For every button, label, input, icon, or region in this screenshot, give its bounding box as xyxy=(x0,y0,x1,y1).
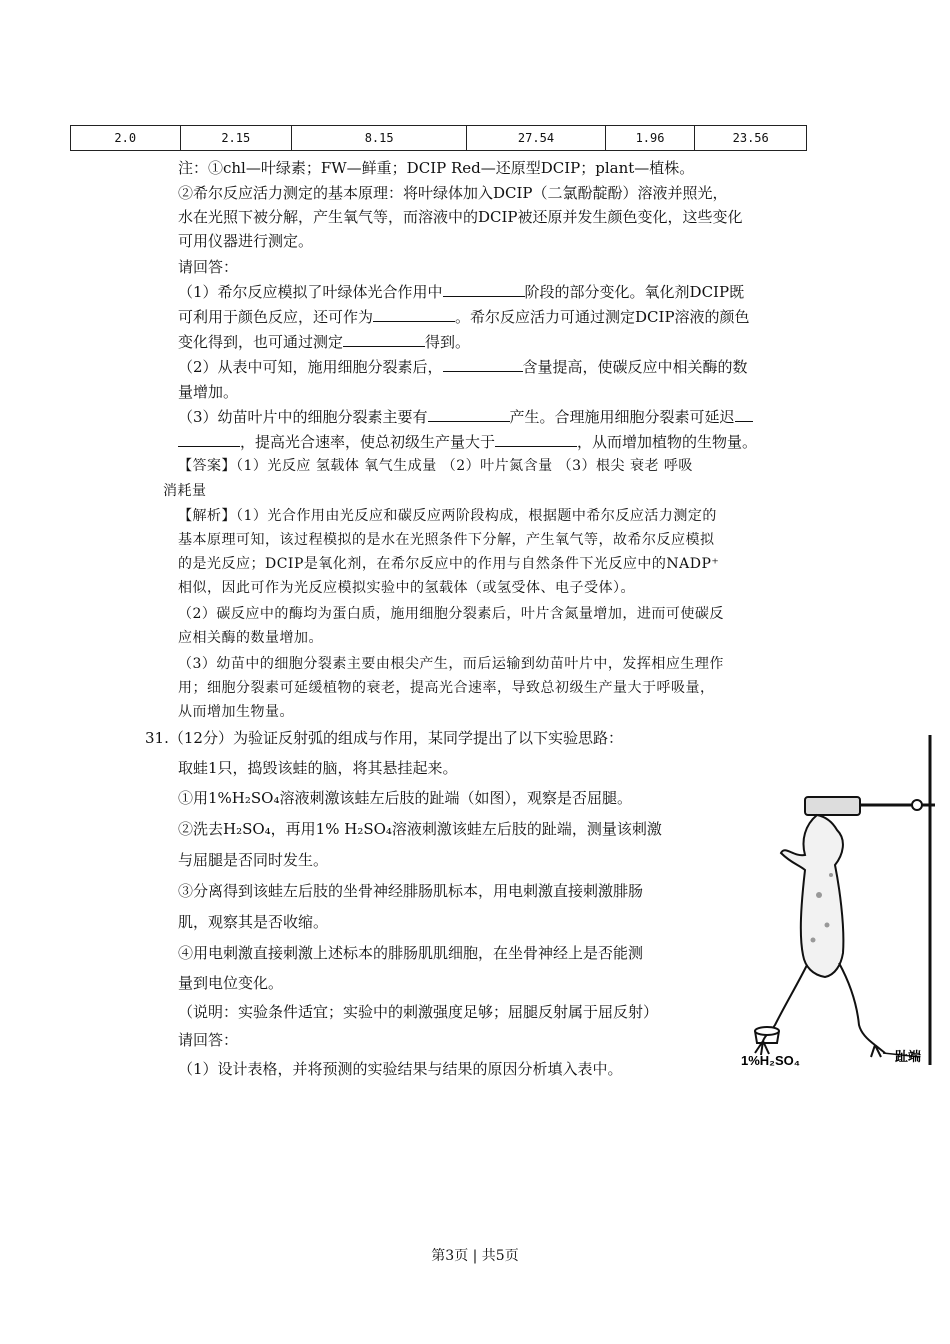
q31-line: （1）设计表格，并将预测的实验结果与结果的原因分析填入表中。 xyxy=(178,1060,623,1078)
q2-text: （2）从表中可知，施用细胞分裂素后， xyxy=(178,358,443,376)
q1-text: 可利用于颜色反应，还可作为 xyxy=(178,308,374,326)
answer-blank[interactable] xyxy=(443,282,525,297)
note-2-line: ②希尔反应活力测定的基本原理：将叶绿体加入DCIP（二氯酚靛酚）溶液并照光， xyxy=(178,184,728,202)
q1-text: 得到。 xyxy=(425,333,471,351)
note-2-line: 可用仪器进行测定。 xyxy=(178,232,314,250)
question-1-line xyxy=(178,281,744,303)
q31-line: ③分离得到该蛙左后肢的坐骨神经腓肠肌标本，用电刺激直接刺激腓肠 xyxy=(178,882,644,900)
q31-line: 肌，观察其是否收缩。 xyxy=(178,913,329,931)
answer-blank[interactable] xyxy=(373,307,455,322)
answer-line: 【答案】（1）光反应 氢载体 氧气生成量 （2）叶片氮含量 （3）根尖 衰老 呼吸 xyxy=(178,458,693,474)
question-3-line xyxy=(178,431,757,453)
q3-text: ，从而增加植物的生物量。 xyxy=(577,433,758,451)
note-2-line: 水在光照下被分解，产生氧气等，而溶液中的DCIP被还原并发生颜色变化，这些变化 xyxy=(178,208,743,226)
analysis-line: 【解析】（1）光合作用由光反应和碳反应两阶段构成，根据题中希尔反应活力测定的 xyxy=(178,508,717,524)
table-cell: 2.15 xyxy=(180,126,292,151)
analysis-line: 从而增加生物量。 xyxy=(178,704,294,720)
page-footer: 第3页 | 共5页 xyxy=(431,1248,519,1264)
question-2-line xyxy=(178,356,748,378)
table-cell: 27.54 xyxy=(467,126,605,151)
q3-text: （3）幼苗叶片中的细胞分裂素主要有 xyxy=(178,408,428,426)
table-cell: 23.56 xyxy=(695,126,807,151)
q1-text: 。希尔反应活力可通过测定DCIP溶液的颜色 xyxy=(455,308,750,326)
q31-line: （说明：实验条件适宜；实验中的刺激强度足够；屈腿反射属于屈反射） xyxy=(178,1003,659,1021)
note-1: 注：①chl—叶绿素；FW—鲜重；DCIP Red—还原型DCIP；plant—植株。 xyxy=(178,159,695,177)
frog-illustration xyxy=(735,735,935,1070)
analysis-line: 基本原理可知，该过程模拟的是水在光照条件下分解，产生氧气等，故希尔反应模拟 xyxy=(178,532,715,548)
prompt: 请回答： xyxy=(178,258,239,276)
question-1-line xyxy=(178,306,750,328)
q31-line: ②洗去H₂SO₄，再用1% H₂SO₄溶液刺激该蛙左后肢的趾端，测量该刺激 xyxy=(178,820,662,838)
toe-label: 趾端 xyxy=(895,1049,922,1064)
q3-text: 产生。合理施用细胞分裂素可延迟 xyxy=(509,408,735,426)
q1-text: 变化得到，也可通过测定 xyxy=(178,333,344,351)
q31-line: ①用1%H₂SO₄溶液刺激该蛙左后肢的趾端（如图），观察是否屈腿。 xyxy=(178,789,632,807)
analysis-line: 用；细胞分裂素可延缓植物的衰老，提高光合速率，导致总初级生产量大于呼吸量， xyxy=(178,680,715,696)
table-cell: 1.96 xyxy=(605,126,695,151)
analysis-line: 应相关酶的数量增加。 xyxy=(178,630,323,646)
table-cell: 2.0 xyxy=(71,126,181,151)
analysis-line: 的是光反应；DCIP是氧化剂，在希尔反应中的作用与自然条件下光反应中的NADP⁺ xyxy=(178,556,720,572)
question-2-line: 量增加。 xyxy=(178,383,239,401)
table-cell: 8.15 xyxy=(292,126,467,151)
answer-blank[interactable] xyxy=(343,332,425,347)
answer-blank[interactable] xyxy=(428,407,510,422)
q31-line: 量到电位变化。 xyxy=(178,974,284,992)
q31-line: 请回答： xyxy=(178,1031,239,1049)
answer-blank[interactable] xyxy=(735,407,753,422)
q1-text: 阶段的部分变化。氧化剂DCIP既 xyxy=(524,283,745,301)
data-table-row xyxy=(70,125,807,151)
frog-figure xyxy=(735,735,935,1070)
q3-text: ，提高光合速率，使总初级生产量大于 xyxy=(240,433,496,451)
analysis-line: （2）碳反应中的酶均为蛋白质，施用细胞分裂素后，叶片含氮量增加，进而可使碳反 xyxy=(178,606,724,622)
acid-label: 1%H₂SO₄ xyxy=(741,1053,800,1068)
q31-line: ④用电刺激直接刺激上述标本的腓肠肌肌细胞，在坐骨神经上是否能测 xyxy=(178,944,644,962)
q31-line: 取蛙1只，捣毁该蛙的脑，将其悬挂起来。 xyxy=(178,759,458,777)
q2-text: 含量提高，使碳反应中相关酶的数 xyxy=(522,358,748,376)
analysis-line: 相似，因此可作为光反应模拟实验中的氢载体（或氢受体、电子受体）。 xyxy=(178,580,635,596)
q31-line: 与屈腿是否同时发生。 xyxy=(178,851,329,869)
question-3-line xyxy=(178,406,753,428)
answer-line: 消耗量 xyxy=(163,483,207,499)
answer-blank[interactable] xyxy=(178,432,240,447)
answer-blank[interactable] xyxy=(443,357,523,372)
q1-text: （1）希尔反应模拟了叶绿体光合作用中 xyxy=(178,283,443,301)
question-31-title: 31.（12分）为验证反射弧的组成与作用，某同学提出了以下实验思路： xyxy=(145,729,623,747)
analysis-line: （3）幼苗中的细胞分裂素主要由根尖产生，而后运输到幼苗叶片中，发挥相应生理作 xyxy=(178,656,724,672)
answer-blank[interactable] xyxy=(495,432,577,447)
question-1-line xyxy=(178,331,470,353)
